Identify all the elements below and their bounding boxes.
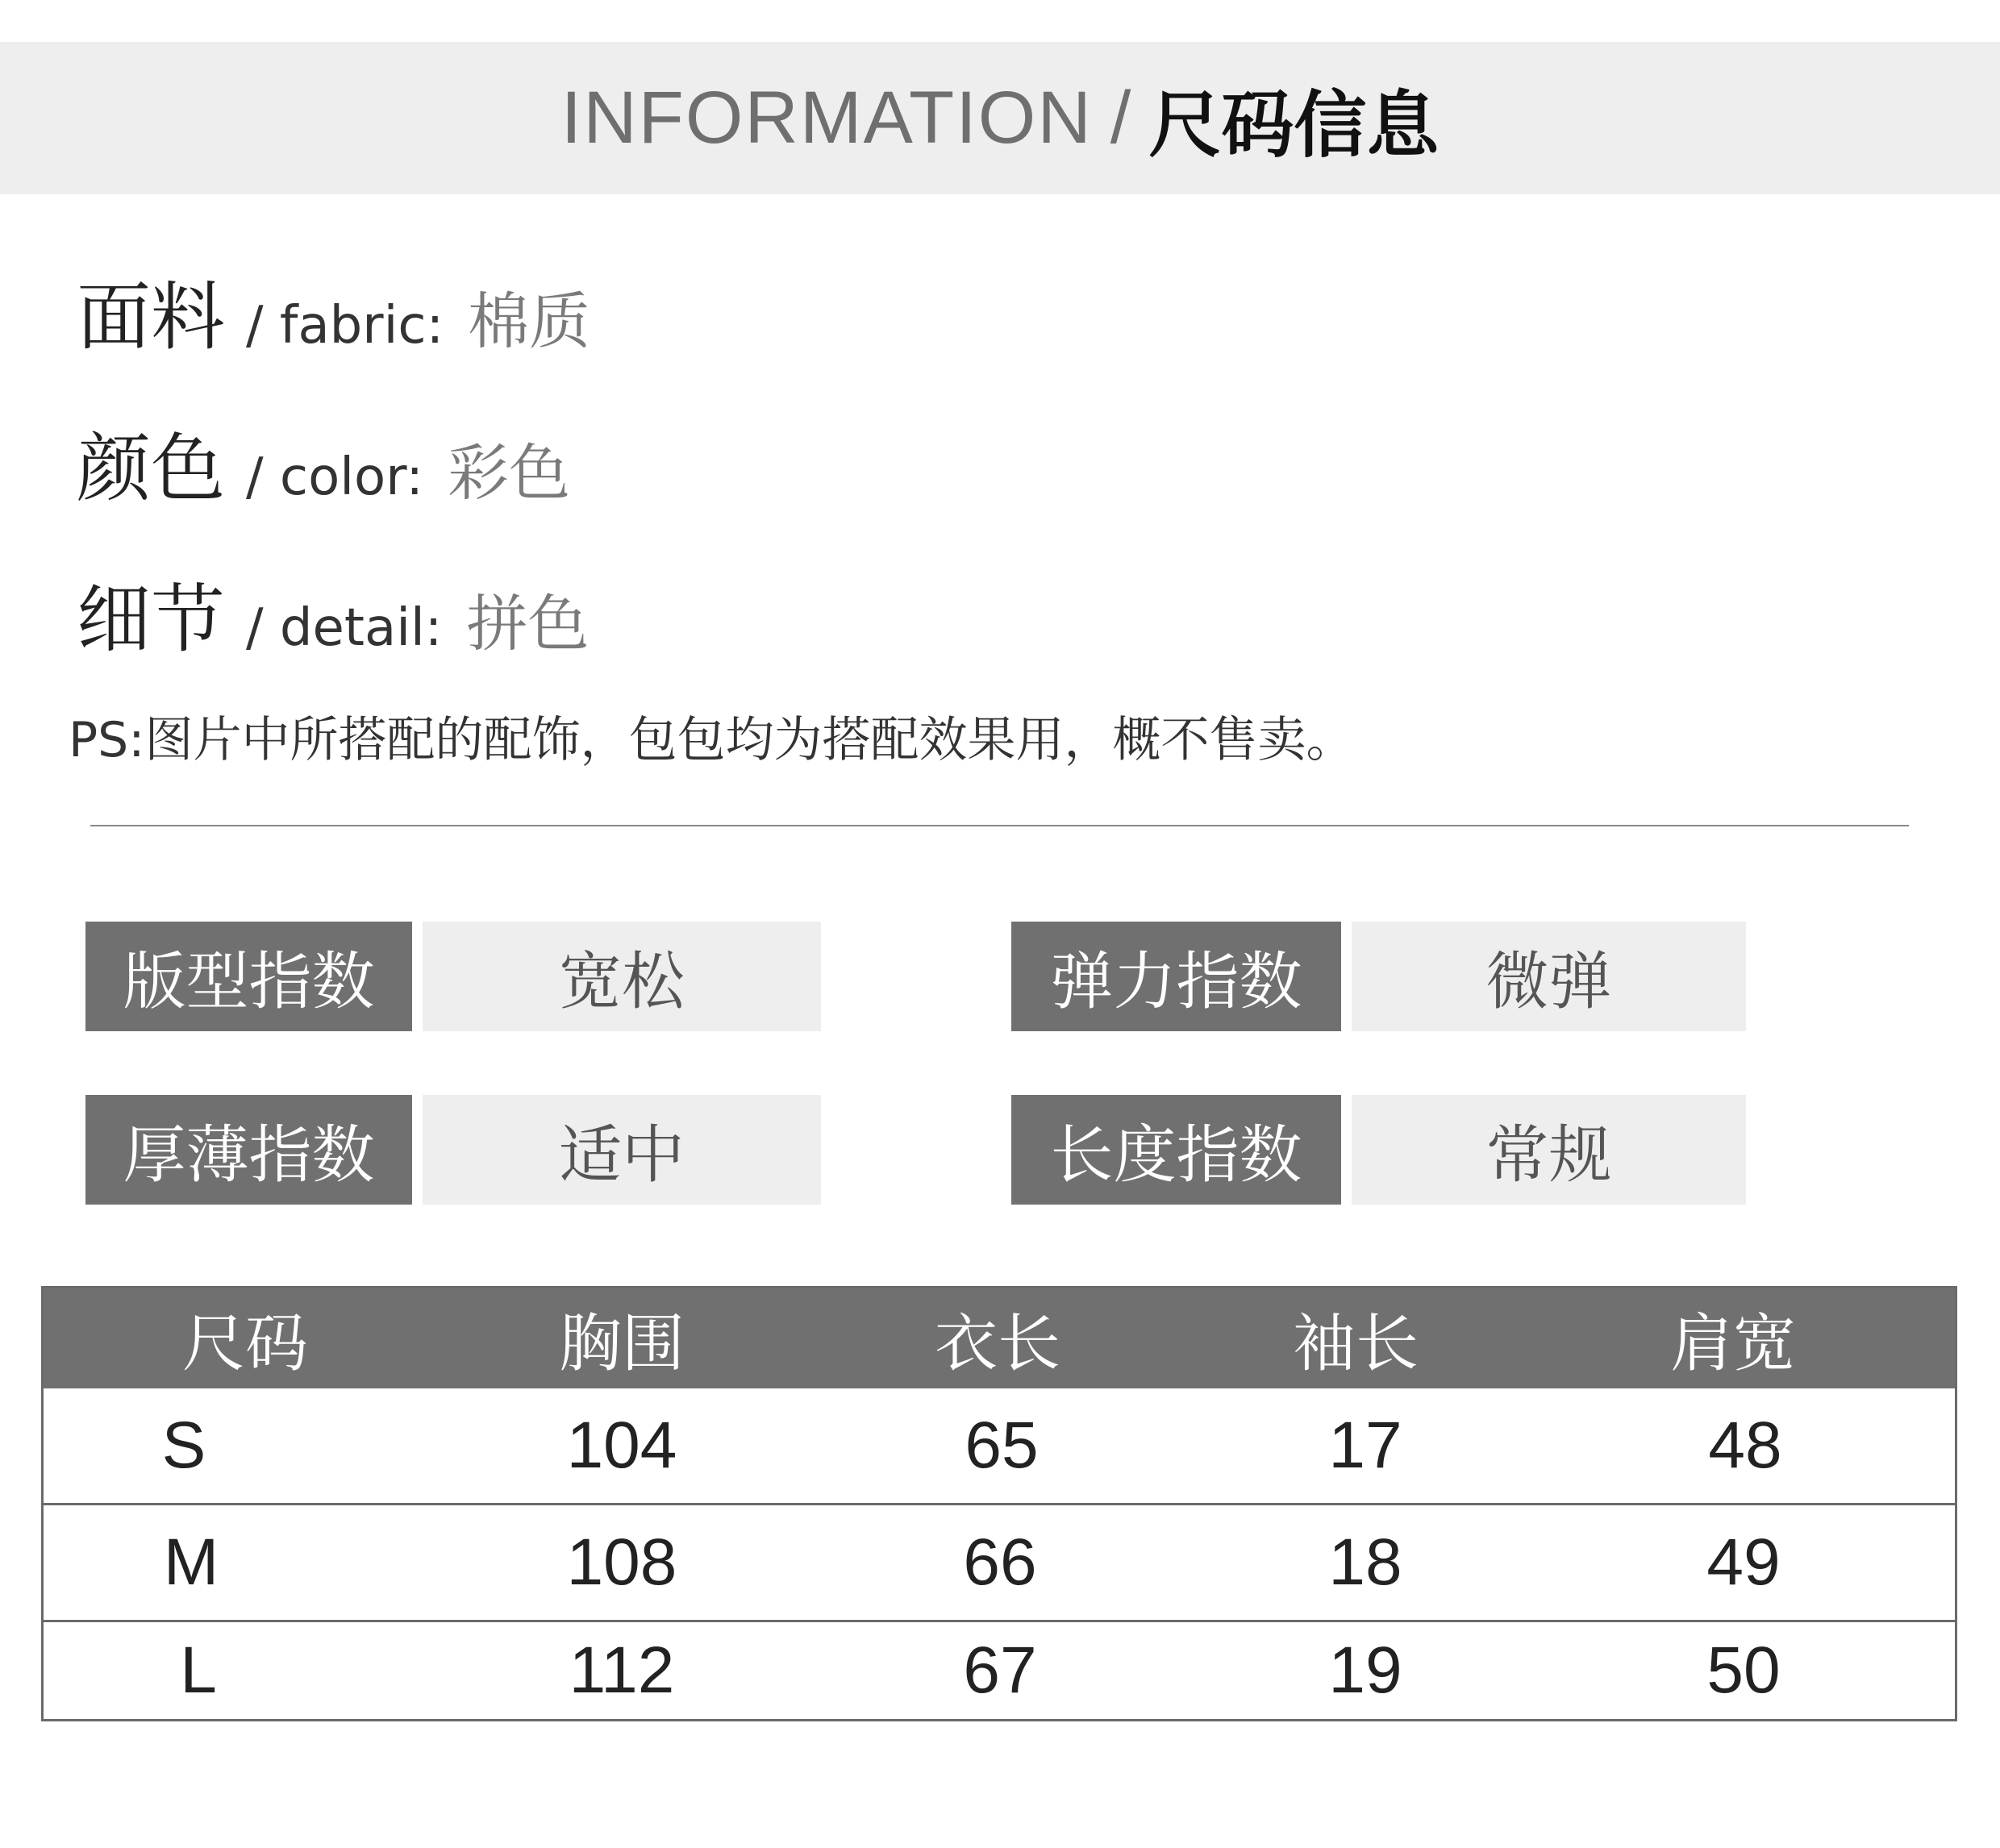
table-row (44, 1388, 1955, 1503)
spec-label-en: / color: (246, 447, 423, 507)
cell-size: S (161, 1409, 206, 1482)
spec-label-en: / detail: (246, 598, 443, 658)
cell-sleeve: 19 (1328, 1634, 1402, 1707)
header-title-cn: 尺码信息 (1148, 82, 1440, 168)
header-cell-length: 衣长 (934, 1308, 1060, 1380)
spec-value: 拼色 (466, 588, 590, 660)
cell-shoulder: 49 (1706, 1525, 1781, 1599)
table-header (44, 1288, 1955, 1388)
cell-shoulder: 50 (1706, 1634, 1781, 1707)
ps-note: PS:图片中所搭配的配饰，包包均为搭配效果用，概不售卖。 (69, 712, 1355, 768)
header-title-en: INFORMATION (560, 77, 1093, 159)
spec-label-cn: 面料 (77, 274, 226, 360)
spec-label-en: / fabric: (246, 296, 444, 356)
header-cell-size: 尺码 (181, 1308, 308, 1380)
index-value-elasticity: 微弹 (1352, 922, 1746, 1031)
cell-chest: 108 (566, 1525, 677, 1599)
header-band (0, 42, 2000, 194)
cell-size: M (163, 1525, 219, 1599)
spec-value: 彩色 (447, 437, 570, 509)
cell-sleeve: 17 (1328, 1409, 1402, 1482)
cell-length: 65 (965, 1409, 1039, 1482)
index-value-length: 常规 (1352, 1095, 1746, 1205)
header-cell-chest: 胸围 (558, 1308, 685, 1380)
spec-fabric (77, 258, 590, 364)
cell-chest: 104 (566, 1409, 677, 1482)
index-label-length: 长度指数 (1011, 1095, 1341, 1205)
cell-length: 67 (963, 1634, 1037, 1707)
table-row (44, 1505, 1955, 1620)
spec-label-cn: 细节 (77, 576, 226, 663)
spec-label-cn: 颜色 (77, 426, 226, 512)
cell-length: 66 (963, 1525, 1037, 1599)
spec-detail (77, 560, 589, 667)
divider (90, 825, 1909, 826)
header-cell-shoulder: 肩宽 (1669, 1308, 1796, 1380)
index-value-fit: 宽松 (423, 922, 821, 1031)
cell-chest: 112 (569, 1634, 675, 1707)
header-separator: / (1110, 77, 1131, 159)
index-label-fit: 版型指数 (85, 922, 412, 1031)
spec-color (77, 410, 570, 516)
header-cell-sleeve: 袖长 (1292, 1308, 1419, 1380)
index-label-thickness: 厚薄指数 (85, 1095, 412, 1205)
table-row (44, 1622, 1955, 1719)
cell-shoulder: 48 (1708, 1409, 1782, 1482)
size-table (41, 1286, 1957, 1721)
index-value-thickness: 适中 (423, 1095, 821, 1205)
spec-value: 棉质 (468, 285, 591, 357)
cell-size: L (180, 1634, 217, 1707)
index-label-elasticity: 弹力指数 (1011, 922, 1341, 1031)
cell-sleeve: 18 (1328, 1525, 1402, 1599)
